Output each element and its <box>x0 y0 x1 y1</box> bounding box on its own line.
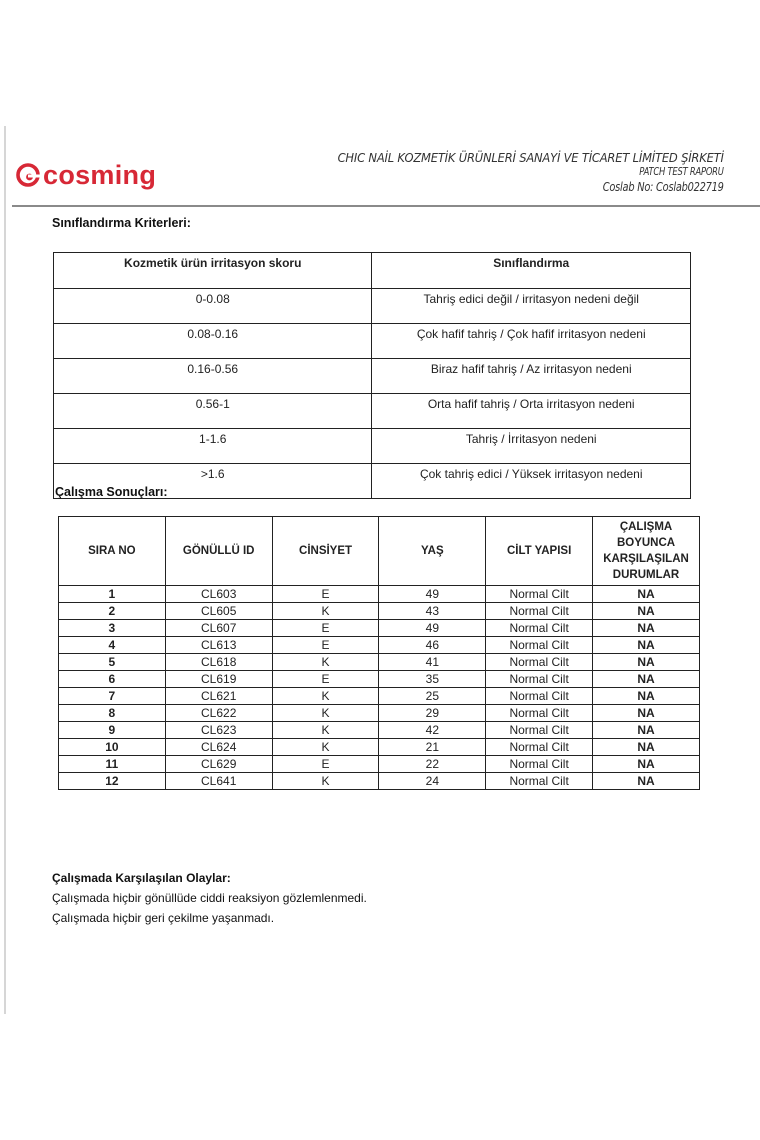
sex: K <box>272 603 379 620</box>
age: 21 <box>379 739 486 756</box>
event-line: Çalışmada hiçbir gönüllüde ciddi reaksiyon gözlemlenmedi. <box>52 891 367 905</box>
table-row <box>59 586 700 603</box>
table-row <box>59 705 700 722</box>
table-row <box>59 654 700 671</box>
age: 49 <box>379 620 486 637</box>
criteria-table <box>53 252 691 499</box>
volunteer-id: CL613 <box>165 637 272 654</box>
volunteer-id: CL641 <box>165 773 272 790</box>
results-title: Çalışma Sonuçları: <box>55 485 168 499</box>
row-number: 3 <box>59 620 166 637</box>
table-row <box>59 688 700 705</box>
sex: K <box>272 705 379 722</box>
volunteer-id: CL623 <box>165 722 272 739</box>
volunteer-id: CL622 <box>165 705 272 722</box>
company-logo <box>15 158 156 192</box>
volunteer-id: CL618 <box>165 654 272 671</box>
age: 41 <box>379 654 486 671</box>
status: NA <box>593 671 700 688</box>
score-cell: 1-1.6 <box>54 429 372 464</box>
skin-type: Normal Cilt <box>486 654 593 671</box>
column-header: GÖNÜLLÜ ID <box>165 517 272 586</box>
class-cell: Biraz hafif tahriş / Az irritasyon nedeni <box>372 359 691 394</box>
table-row <box>54 324 691 359</box>
volunteer-id: CL629 <box>165 756 272 773</box>
table-row <box>59 773 700 790</box>
class-cell: Çok tahriş edici / Yüksek irritasyon nedeni <box>372 464 691 499</box>
class-cell: Tahriş / İrritasyon nedeni <box>372 429 691 464</box>
age: 25 <box>379 688 486 705</box>
row-number: 1 <box>59 586 166 603</box>
volunteer-id: CL607 <box>165 620 272 637</box>
age: 22 <box>379 756 486 773</box>
table-row <box>59 722 700 739</box>
logo-text: cosming <box>43 160 157 190</box>
score-cell: >1.6 <box>54 464 372 499</box>
skin-type: Normal Cilt <box>486 756 593 773</box>
skin-type: Normal Cilt <box>486 773 593 790</box>
column-header: Kozmetik ürün irritasyon skoru <box>54 253 372 289</box>
sex: K <box>272 654 379 671</box>
column-header: CİNSİYET <box>272 517 379 586</box>
sex: E <box>272 671 379 688</box>
skin-type: Normal Cilt <box>486 603 593 620</box>
skin-type: Normal Cilt <box>486 586 593 603</box>
table-row <box>54 429 691 464</box>
table-row <box>54 289 691 324</box>
sex: E <box>272 637 379 654</box>
document-header <box>304 150 724 195</box>
score-cell: 0-0.08 <box>54 289 372 324</box>
row-number: 2 <box>59 603 166 620</box>
events-title: Çalışmada Karşılaşılan Olaylar: <box>52 871 231 885</box>
status: NA <box>593 688 700 705</box>
volunteer-id: CL621 <box>165 688 272 705</box>
row-number: 10 <box>59 739 166 756</box>
sex: E <box>272 586 379 603</box>
column-header: SIRA NO <box>59 517 166 586</box>
status: NA <box>593 705 700 722</box>
sex: K <box>272 739 379 756</box>
score-cell: 0.08-0.16 <box>54 324 372 359</box>
table-row <box>59 739 700 756</box>
page-edge <box>4 126 6 1014</box>
sex: E <box>272 620 379 637</box>
report-reference: Coslab No: Coslab022719 <box>603 180 724 194</box>
score-cell: 0.16-0.56 <box>54 359 372 394</box>
sex: K <box>272 773 379 790</box>
score-cell: 0.56-1 <box>54 394 372 429</box>
volunteer-id: CL605 <box>165 603 272 620</box>
class-cell: Çok hafif tahriş / Çok hafif irritasyon nedeni <box>372 324 691 359</box>
sex: K <box>272 688 379 705</box>
skin-type: Normal Cilt <box>486 705 593 722</box>
column-header: Sınıflandırma <box>372 253 691 289</box>
status: NA <box>593 722 700 739</box>
column-header: YAŞ <box>379 517 486 586</box>
column-header: CİLT YAPISI <box>486 517 593 586</box>
status: NA <box>593 773 700 790</box>
header-divider <box>12 205 760 207</box>
results-table <box>58 516 700 790</box>
skin-type: Normal Cilt <box>486 620 593 637</box>
table-header-row <box>54 253 691 289</box>
table-row <box>59 756 700 773</box>
status: NA <box>593 739 700 756</box>
age: 46 <box>379 637 486 654</box>
volunteer-id: CL624 <box>165 739 272 756</box>
age: 29 <box>379 705 486 722</box>
volunteer-id: CL603 <box>165 586 272 603</box>
skin-type: Normal Cilt <box>486 722 593 739</box>
row-number: 12 <box>59 773 166 790</box>
table-row <box>59 637 700 654</box>
criteria-title: Sınıflandırma Kriterleri: <box>52 216 191 230</box>
status: NA <box>593 637 700 654</box>
status: NA <box>593 654 700 671</box>
row-number: 4 <box>59 637 166 654</box>
skin-type: Normal Cilt <box>486 637 593 654</box>
row-number: 6 <box>59 671 166 688</box>
sex: E <box>272 756 379 773</box>
column-header: ÇALIŞMA BOYUNCA KARŞILAŞILAN DURUMLAR <box>593 517 700 586</box>
status: NA <box>593 603 700 620</box>
events-section <box>52 868 367 928</box>
skin-type: Normal Cilt <box>486 688 593 705</box>
table-header-row <box>59 517 700 586</box>
company-name: CHIC NAİL KOZMETİK ÜRÜNLERİ SANAYİ VE TİCARET LİMİTED ŞİRKETİ <box>337 150 724 165</box>
table-row <box>59 671 700 688</box>
status: NA <box>593 620 700 637</box>
table-row <box>59 603 700 620</box>
class-cell: Orta hafif tahriş / Orta irritasyon nedeni <box>372 394 691 429</box>
table-row <box>59 620 700 637</box>
row-number: 9 <box>59 722 166 739</box>
row-number: 11 <box>59 756 166 773</box>
event-line: Çalışmada hiçbir geri çekilme yaşanmadı. <box>52 911 275 925</box>
sex: K <box>272 722 379 739</box>
report-type: PATCH TEST RAPORU <box>639 166 724 178</box>
row-number: 5 <box>59 654 166 671</box>
skin-type: Normal Cilt <box>486 739 593 756</box>
status: NA <box>593 586 700 603</box>
age: 43 <box>379 603 486 620</box>
age: 49 <box>379 586 486 603</box>
age: 24 <box>379 773 486 790</box>
row-number: 7 <box>59 688 166 705</box>
row-number: 8 <box>59 705 166 722</box>
skin-type: Normal Cilt <box>486 671 593 688</box>
class-cell: Tahriş edici değil / irritasyon nedeni değil <box>372 289 691 324</box>
volunteer-id: CL619 <box>165 671 272 688</box>
age: 42 <box>379 722 486 739</box>
table-row <box>54 394 691 429</box>
table-row <box>54 359 691 394</box>
age: 35 <box>379 671 486 688</box>
logo-mark-icon <box>15 162 41 188</box>
status: NA <box>593 756 700 773</box>
